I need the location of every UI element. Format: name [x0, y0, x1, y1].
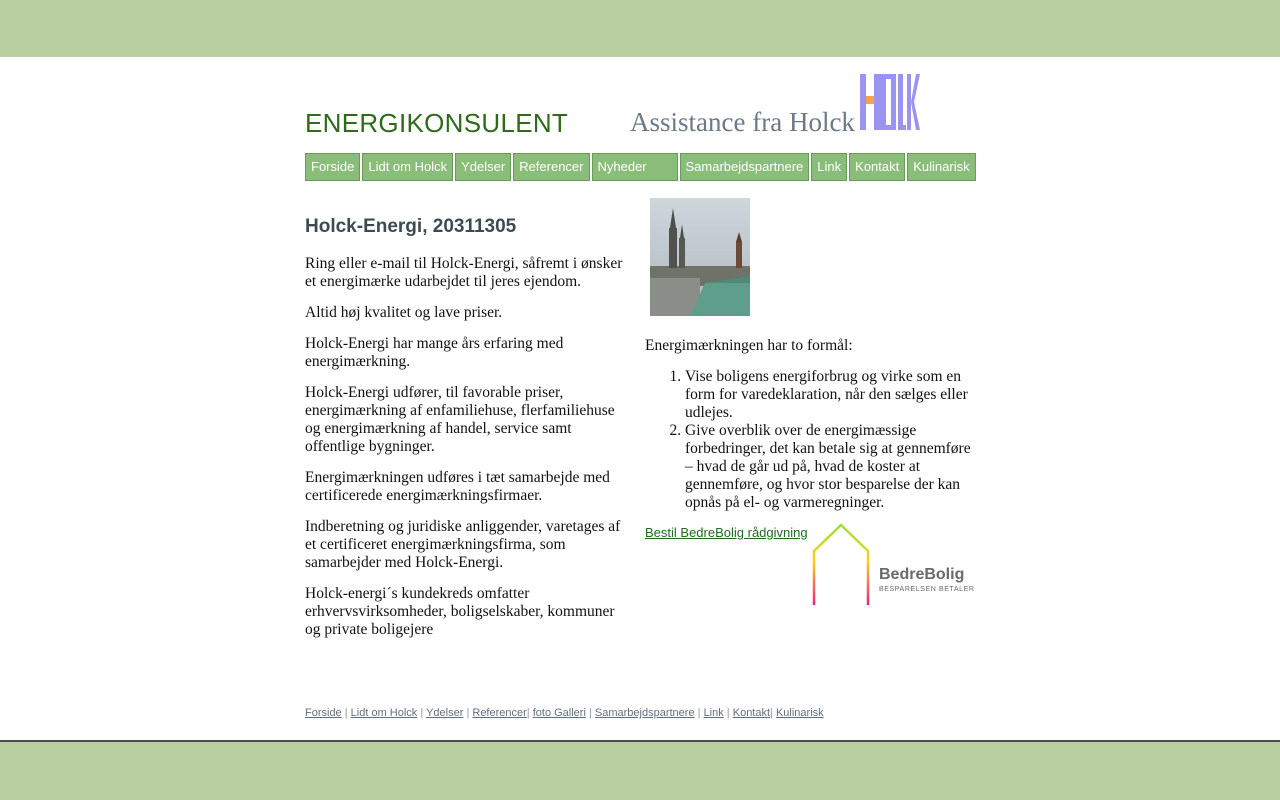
footer-link-lidt-om-holck[interactable]: Lidt om Holck	[350, 707, 418, 719]
purpose-section	[645, 337, 980, 512]
site-brand: ENERGIKONSULENT	[305, 108, 569, 138]
bedrebolig-logo[interactable]	[812, 523, 977, 607]
nav-kulinarisk[interactable]: Kulinarisk	[907, 153, 975, 181]
bottom-band	[0, 740, 1280, 800]
paragraph: Ring eller e-mail til Holck-Energi, såfremt i ønsker et energimærke udarbejdet til jeres ejendom.	[305, 255, 623, 290]
page-title: Holck-Energi, 20311305	[305, 216, 517, 237]
holck-logo	[858, 72, 920, 132]
main-nav	[305, 153, 978, 181]
bedrebolig-name: BedreBolig	[879, 566, 965, 583]
nav-ydelser[interactable]: Ydelser	[455, 153, 511, 181]
paragraph: Indberetning og juridiske anliggender, varetages af et certificeret energimærkningsfirma, som samarbejder med Holck-Energi.	[305, 518, 621, 571]
footer-link-link[interactable]: Link	[703, 707, 724, 719]
paragraph: Altid høj kvalitet og lave priser.	[305, 304, 503, 321]
main-content	[305, 255, 627, 652]
paragraph: Holck-Energi udfører, til favorable priser, energimærkning af enfamiliehuse, flerfamiliehuse og energimærkning af handel, service samt offentlige bygninger.	[305, 384, 615, 455]
purpose-list	[645, 368, 980, 512]
footer-link-samarbejdspartnere[interactable]: Samarbejdspartnere	[594, 707, 695, 719]
footer-nav: Forside | Lidt om Holck | Ydelser | Referencer| foto Galleri | Samarbejdspartnere | Link | Kontakt| Kulinarisk	[305, 707, 824, 719]
bedrebolig-slogan: BESPARELSEN BETALER	[879, 586, 975, 593]
city-photo	[650, 198, 750, 316]
footer-link-foto-galleri[interactable]: foto Galleri	[532, 707, 586, 719]
footer-link-kontakt[interactable]: Kontakt	[732, 707, 771, 719]
bedrebolig-link[interactable]: Bestil BedreBolig rådgivning	[645, 525, 808, 540]
top-band	[0, 0, 1280, 57]
footer-link-forside[interactable]: Forside	[305, 707, 342, 719]
purpose-intro: Energimærkningen har to formål:	[645, 337, 853, 354]
site-tagline: Assistance fra Holck	[630, 107, 855, 137]
nav-lidt-om-holck[interactable]: Lidt om Holck	[362, 153, 453, 181]
nav-kontakt[interactable]: Kontakt	[849, 153, 905, 181]
list-item: 2. Give overblik over de energimæssige forbedringer, det kan betale sig at gennemføre – hvad de går ud på, hvad de koster at gennemføre, og hvor stor besparelse der kan opnås på el- og varmeregninger.	[685, 422, 980, 512]
nav-link[interactable]: Link	[811, 153, 847, 181]
nav-referencer[interactable]: Referencer	[513, 153, 589, 181]
footer-link-referencer[interactable]: Referencer	[472, 707, 527, 719]
footer-link-kulinarisk[interactable]: Kulinarisk	[775, 707, 824, 719]
paragraph: Energimærkningen udføres i tæt samarbejde med certificerede energimærkningsfirmaer.	[305, 469, 610, 504]
paragraph: Holck-energi´s kundekreds omfatter erhvervsvirksomheder, boligselskaber, kommuner og private boligejere	[305, 585, 615, 638]
paragraph: Holck-Energi har mange års erfaring med energimærkning.	[305, 335, 564, 370]
nav-forside[interactable]: Forside	[305, 153, 360, 181]
nav-samarbejdspartnere[interactable]: Samarbejdspartnere	[680, 153, 810, 181]
list-item: 1. Vise boligens energiforbrug og virke som en form for varedeklaration, når den sælges eller udlejes.	[685, 368, 980, 422]
nav-nyheder[interactable]: Nyheder	[592, 153, 678, 181]
footer-link-ydelser[interactable]: Ydelser	[426, 707, 464, 719]
